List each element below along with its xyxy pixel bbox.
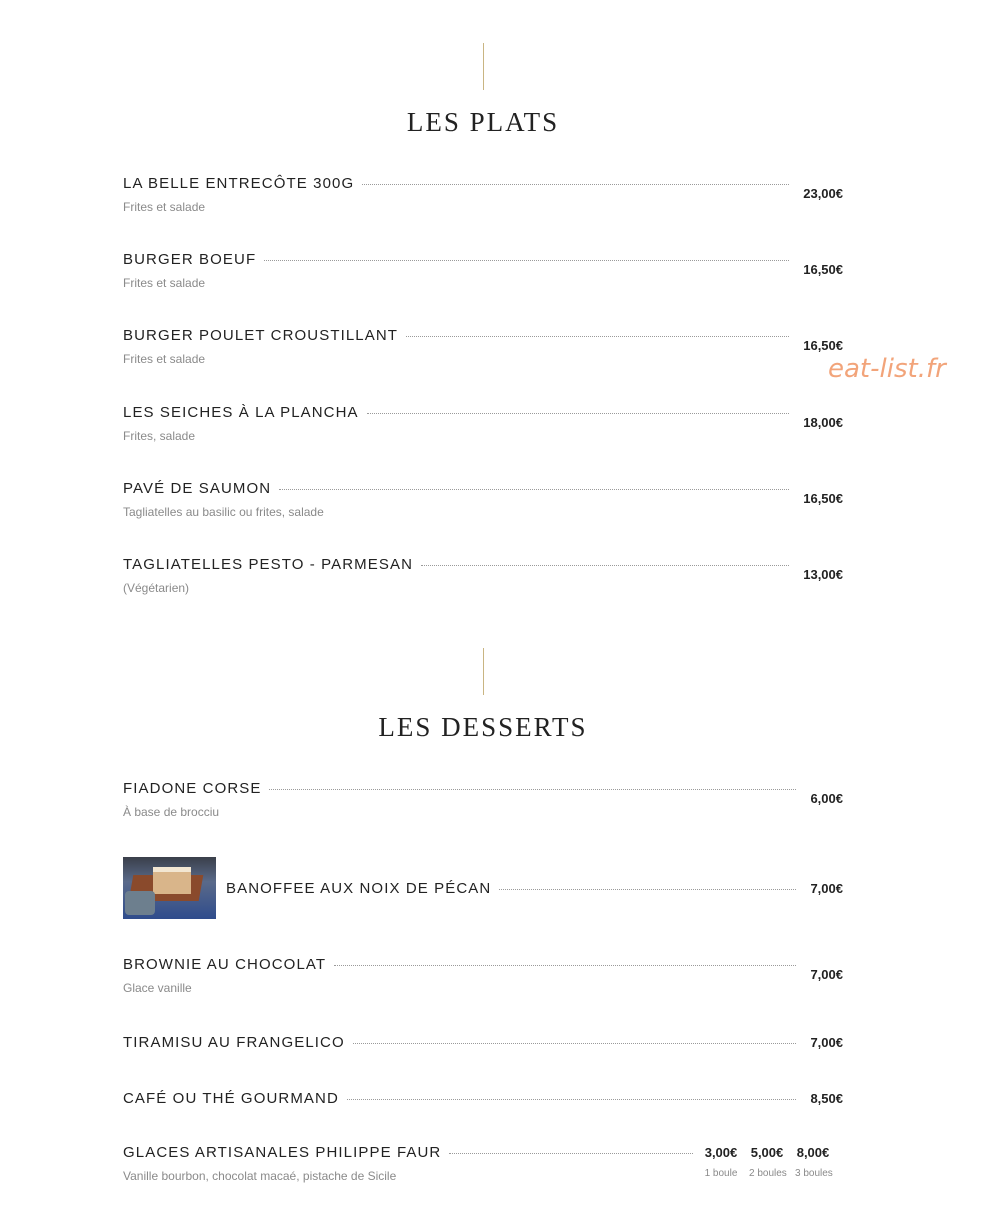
scoop-label: 1 boule bbox=[704, 1168, 738, 1179]
item-name: GLACES ARTISANALES PHILIPPE FAUR bbox=[123, 1144, 442, 1161]
dot-leader bbox=[421, 565, 789, 566]
dot-leader bbox=[264, 260, 789, 261]
item-name: LES SEICHES À LA PLANCHA bbox=[123, 404, 359, 421]
item-description: Glace vanille bbox=[123, 981, 192, 995]
banoffee-photo bbox=[123, 857, 216, 919]
menu-item bbox=[123, 327, 843, 377]
item-price: 16,50€ bbox=[803, 491, 843, 506]
menu-item bbox=[123, 1090, 843, 1140]
dot-leader bbox=[362, 184, 789, 185]
menu-item bbox=[123, 404, 843, 454]
item-price: 18,00€ bbox=[803, 415, 843, 430]
menu-item bbox=[226, 880, 843, 930]
item-name: TIRAMISU AU FRANGELICO bbox=[123, 1034, 345, 1051]
item-price: 16,50€ bbox=[803, 262, 843, 277]
item-description: À base de brocciu bbox=[123, 805, 220, 819]
item-name: BANOFFEE AUX NOIX DE PÉCAN bbox=[226, 880, 492, 897]
item-price: 16,50€ bbox=[803, 338, 843, 353]
item-name: CAFÉ OU THÉ GOURMAND bbox=[123, 1090, 339, 1107]
scoop-label: 3 boules bbox=[795, 1168, 833, 1179]
item-name: FIADONE CORSE bbox=[123, 780, 262, 797]
dot-leader bbox=[347, 1099, 797, 1100]
item-price: 7,00€ bbox=[810, 1035, 843, 1050]
item-description: Frites et salade bbox=[123, 200, 206, 214]
item-name: TAGLIATELLES PESTO - PARMESAN bbox=[123, 556, 414, 573]
divider-line bbox=[483, 43, 484, 90]
dot-leader bbox=[334, 965, 796, 966]
item-description: (Végétarien) bbox=[123, 581, 190, 595]
dot-leader bbox=[269, 789, 796, 790]
watermark: eat-list.fr bbox=[828, 354, 946, 384]
item-description: Frites et salade bbox=[123, 276, 206, 290]
scoop-label: 2 boules bbox=[749, 1168, 787, 1179]
scoop-price-option bbox=[795, 1145, 831, 1179]
scoop-price: 5,00€ bbox=[750, 1145, 784, 1160]
dot-leader bbox=[353, 1043, 797, 1044]
section-title-desserts: LES DESSERTS bbox=[378, 712, 588, 742]
dot-leader bbox=[279, 489, 789, 490]
dot-leader bbox=[406, 336, 789, 337]
item-name: BURGER BOEUF bbox=[123, 251, 257, 268]
section-title-plats: LES PLATS bbox=[406, 107, 560, 137]
item-name: PAVÉ DE SAUMON bbox=[123, 480, 272, 497]
item-price: 7,00€ bbox=[810, 967, 843, 982]
item-price: 13,00€ bbox=[803, 567, 843, 582]
dot-leader bbox=[367, 413, 790, 414]
item-description: Tagliatelles au basilic ou frites, salade bbox=[123, 505, 324, 519]
item-price: 6,00€ bbox=[810, 791, 843, 806]
dot-leader bbox=[499, 889, 796, 890]
item-name: LA BELLE ENTRECÔTE 300G bbox=[123, 175, 355, 192]
menu-item bbox=[123, 480, 843, 530]
item-price: 7,00€ bbox=[810, 881, 843, 896]
item-name: BROWNIE AU CHOCOLAT bbox=[123, 956, 327, 973]
menu-item bbox=[123, 251, 843, 301]
menu-item bbox=[123, 175, 843, 225]
scoop-price: 8,00€ bbox=[796, 1145, 830, 1160]
item-description: Frites, salade bbox=[123, 429, 196, 443]
menu-item bbox=[123, 956, 843, 1006]
item-price: 8,50€ bbox=[810, 1091, 843, 1106]
item-description: Vanille bourbon, chocolat macaé, pistache de Sicile bbox=[123, 1169, 397, 1183]
menu-item bbox=[123, 556, 843, 606]
menu-item bbox=[123, 1034, 843, 1084]
divider-line bbox=[483, 648, 484, 695]
scoop-price: 3,00€ bbox=[704, 1145, 738, 1160]
item-name: BURGER POULET CROUSTILLANT bbox=[123, 327, 399, 344]
item-price: 23,00€ bbox=[803, 186, 843, 201]
menu-item bbox=[123, 1144, 693, 1194]
menu-item bbox=[123, 780, 843, 830]
dot-leader bbox=[449, 1153, 693, 1154]
scoop-price-option bbox=[703, 1145, 739, 1179]
item-description: Frites et salade bbox=[123, 352, 206, 366]
scoop-price-option bbox=[749, 1145, 785, 1179]
scoop-prices bbox=[703, 1145, 831, 1179]
